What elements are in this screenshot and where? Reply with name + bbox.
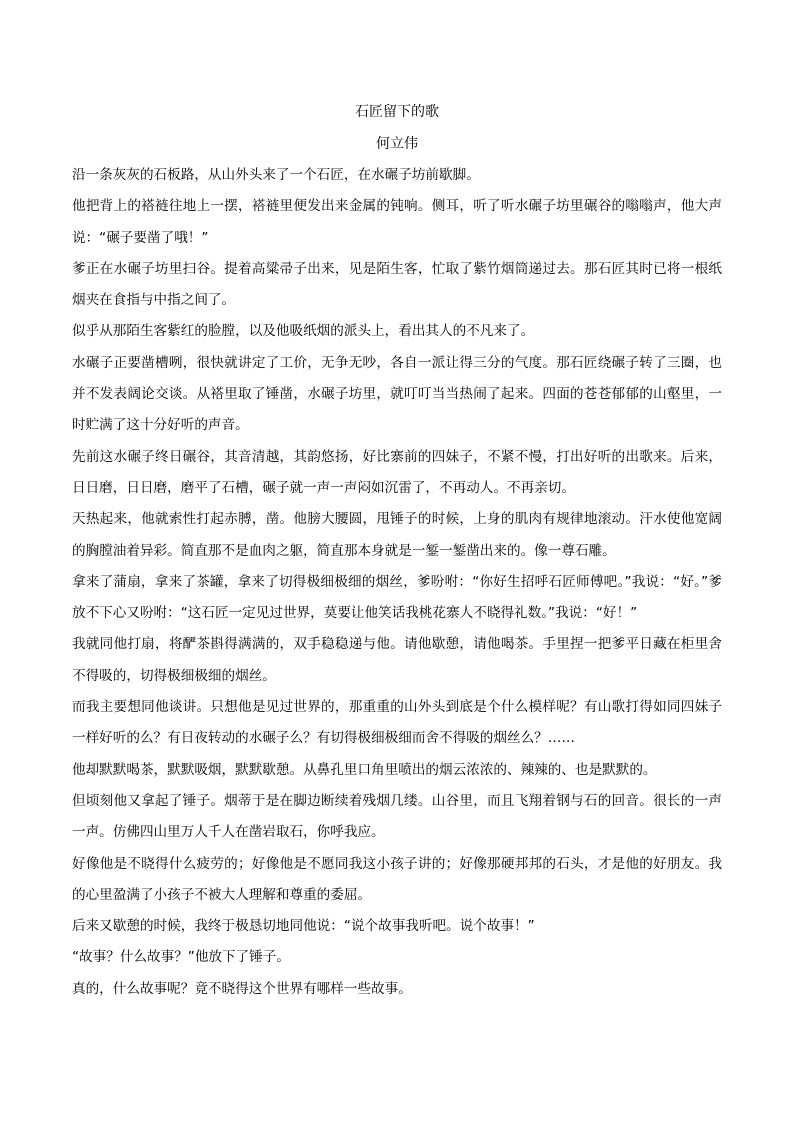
paragraph-8: 拿来了蒲扇，拿来了茶罐，拿来了切得极细极细的烟丝，爹吩咐：“你好生招呼石匠师傅吧。”我说：“好。”爹放不下心又吩咐：“这石匠一定见过世界，莫要让他笑话我桃花寨人不晓得礼数。”我说：“好！” bbox=[72, 573, 722, 622]
paragraph-9: 我就同他打扇，将酽茶斟得满满的，双手稳稳递与他。请他歇憩，请他喝茶。手里捏一把爹平日藏在柜里舍不得吸的，切得极细极细的烟丝。 bbox=[72, 636, 722, 684]
paragraph-1: 沿一条灰灰的石板路，从山外头来了一个石匠，在水碾子坊前歇脚。 bbox=[72, 167, 480, 183]
document-title: 石匠留下的歌 bbox=[355, 104, 439, 120]
paragraph-15: “故事？什么故事？”他放下了锤子。 bbox=[72, 949, 290, 966]
paragraph-6: 先前这水碾子终日碾谷，其音清越，其韵悠扬，好比寨前的四妹子，不紧不慢，打出好听的出歌来。后来，日日磨，日日磨，磨平了石槽，碾子就一声一声闷如沉雷了，不再动人。不再亲切。 bbox=[72, 448, 722, 496]
document-body bbox=[72, 160, 722, 1005]
paragraph-12: 但顷刻他又拿起了锤子。烟蒂于是在脚边断续着残烟几缕。山谷里，而且飞翔着钢与石的回音。很长的一声一声。仿佛四山里万人千人在凿岩取石，你呼我应。 bbox=[72, 792, 722, 841]
paragraph-14: 后来又歇憩的时候，我终于极恳切地同他说：“说个故事我听吧。说个故事！” bbox=[72, 918, 535, 935]
paragraph-3: 爹正在水碾子坊里扫谷。提着高粱帚子出来，见是陌生客，忙取了紫竹烟筒递过去。那石匠其时已将一根纸烟夹在食指与中指之间了。 bbox=[72, 260, 722, 309]
paragraph-11: 他却默默喝茶，默默吸烟，默默歇憩。从鼻孔里口角里喷出的烟云浓浓的、辣辣的、也是默默的。 bbox=[72, 761, 657, 778]
paragraph-4: 似乎从那陌生客紫红的脸膛，以及他吸纸烟的派头上，看出其人的不凡来了。 bbox=[72, 323, 535, 340]
paragraph-10: 而我主要想同他谈讲。只想他是见过世界的，那重重的山外头到底是个什么模样呢？有山歌打得如同四妹子一样好听的么？有日夜转动的水碾子么？有切得极细极细而舍不得吸的烟丝么？…… bbox=[72, 699, 722, 747]
paragraph-5: 水碾子正要凿槽咧，很快就讲定了工价，无争无吵，各自一派让得三分的气度。那石匠绕碾子转了三圈，也并不发表阔论交谈。从褡里取了锤凿，水碾子坊里，就叮叮当当热闹了起来。四面的苍苍郁郁的山壑里，一时贮满了这十分好听的声音。 bbox=[72, 354, 722, 434]
paragraph-13: 好像他是不晓得什么疲劳的；好像他是不愿同我这小孩子讲的；好像那硬邦邦的石头，才是他的好朋友。我的心里盈满了小孩子不被大人理解和尊重的委屈。 bbox=[72, 855, 722, 903]
paragraph-2: 他把背上的褡裢往地上一摆，褡裢里便发出来金属的钝响。侧耳，听了听水碾子坊里碾谷的嗡嗡声，他大声说：“碾子要凿了哦！” bbox=[72, 198, 722, 246]
paragraph-7: 天热起来，他就索性打起赤膊，凿。他膀大腰圆，甩锤子的时候，上身的肌肉有规律地滚动。汗水使他宽阔的胸膛油着异彩。简直那不是血肉之躯，简直那本身就是一錾一錾凿出来的。像一尊石雕。 bbox=[72, 511, 722, 559]
paragraph-16: 真的，什么故事呢？竟不晓得这个世界有哪样一些故事。 bbox=[72, 980, 412, 997]
document-author: 何立伟 bbox=[376, 136, 418, 152]
